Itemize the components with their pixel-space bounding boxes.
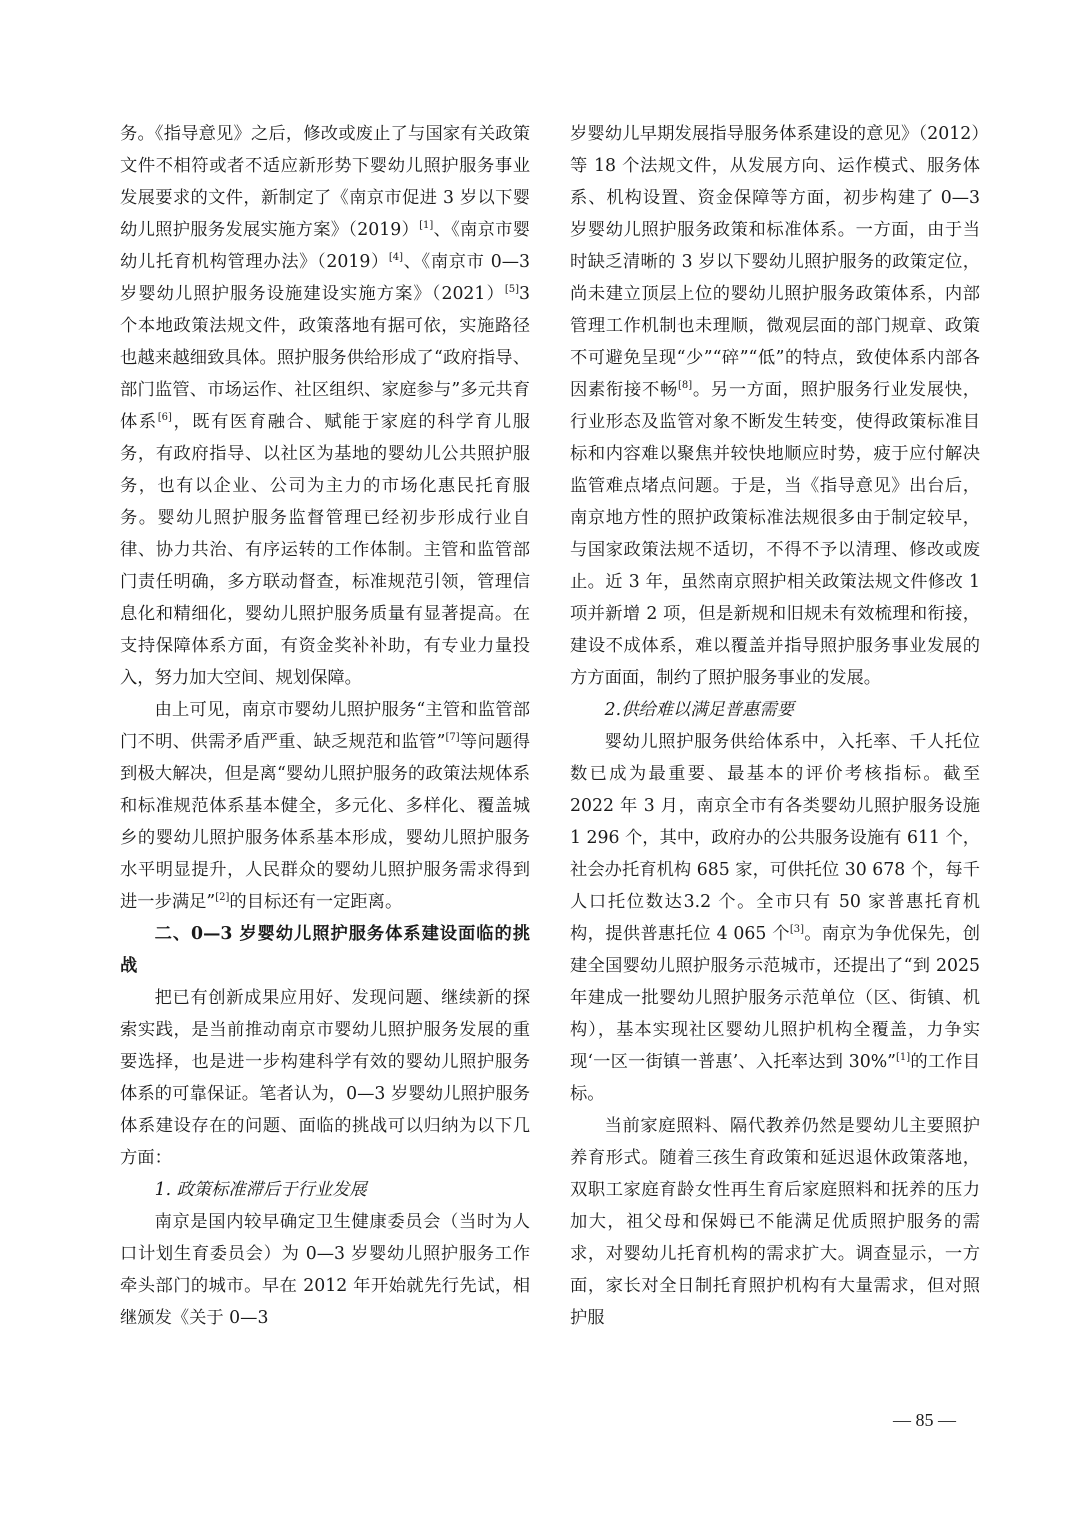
right-column	[570, 118, 980, 1334]
paragraph-5: 岁婴幼儿早期发展指导服务体系建设的意见》（2012）等 18 个法规文件，从发展方向、运作模式、服务体系、机构设置、资金保障等方面，初步构建了 0—3 岁婴幼儿照护服务政策和标准体系。一方面，由于当时缺乏清晰的 3 岁以下婴幼儿照护服务的政策定位，尚未建立顶层上位的婴幼儿照护服务政策体系，内部管理工作机制也未理顺，微观层面的部门规章、政策不可避免呈现“少”“碎”“低”的特点，致使体系内部各因素衔接不畅[8]。另一方面，照护服务行业发展快，行业形态及监管对象不断发生转变，使得政策标准目标和内容难以聚焦并较快地顺应时势，疲于应付解决监管难点堵点问题。于是，当《指导意见》出台后，南京地方性的照护政策标准法规很多由于制定较早，与国家政策法规不适切，不得不予以清理、修改或废止。近 3 年，虽然南京照护相关政策法规文件修改 1 项并新增 2 项，但是新规和旧规未有效梳理和衔接，建设不成体系，难以覆盖并指导照护服务事业发展的方方面面，制约了照护服务事业的发展。	[570, 124, 980, 688]
citation: [5]	[504, 284, 519, 296]
paragraph-4: 南京是国内较早确定卫生健康委员会（当时为人口计划生育委员会）为 0—3 岁婴幼儿照护服务工作牵头部门的城市。早在 2012 年开始就先行先试，相继颁发《关于 0—3	[120, 1212, 530, 1328]
citation: [6]	[157, 412, 172, 424]
citation: [1]	[419, 220, 434, 232]
subsection-heading-2: 2.供给难以满足普惠需要	[604, 700, 794, 720]
subsection-heading-1: 1. 政策标准滞后于行业发展	[154, 1180, 367, 1200]
citation: [4]	[388, 252, 404, 264]
paragraph-7: 当前家庭照料、隔代教养仍然是婴幼儿主要照护养育形式。随着三孩生育政策和延迟退休政策落地，双职工家庭育龄女性再生育后家庭照料和抚养的压力加大，祖父母和保姆已不能满足优质照护服务的需求，对婴幼儿托育机构的需求扩大。调查显示，一方面，家长对全日制托育照护机构有大量需求，但对照护服	[570, 1116, 980, 1328]
paragraph-2: 由上可见，南京市婴幼儿照护服务“主管和监管部门不明、供需矛盾严重、缺乏规范和监管”[7]等问题得到极大解决，但是离“婴幼儿照护服务的政策法规体系和标准规范体系基本健全，多元化、多样化、覆盖城乡的婴幼儿照护服务体系基本形成，婴幼儿照护服务水平明显提升，人民群众的婴幼儿照护服务需求得到进一步满足”[2]的目标还有一定距离。	[120, 700, 530, 912]
left-column	[120, 118, 530, 1334]
citation: [3]	[789, 924, 804, 936]
paragraph-1: 务。《指导意见》之后，修改或废止了与国家有关政策文件不相符或者不适应新形势下婴幼儿照护服务事业发展要求的文件，新制定了《南京市促进 3 岁以下婴幼儿照护服务发展实施方案》（2019）[1]、《南京市婴幼儿托育机构管理办法》（2019）[4]、《南京市 0—3 岁婴幼儿照护服务设施建设实施方案》（2021）[5]3 个本地政策法规文件，政策落地有据可依，实施路径也越来越细致具体。照护服务供给形成了“政府指导、部门监管、市场运作、社区组织、家庭参与”多元共育体系[6]，既有医育融合、赋能于家庭的科学育儿服务，有政府指导、以社区为基地的婴幼儿公共照护服务，也有以企业、公司为主力的市场化惠民托育服务。婴幼儿照护服务监督管理已经初步形成行业自律、协力共治、有序运转的工作体制。主管和监管部门责任明确，多方联动督查，标准规范引领，管理信息化和精细化，婴幼儿照护服务质量有显著提高。在支持保障体系方面，有资金奖补补助，有专业力量投入，努力加大空间、规划保障。	[120, 124, 530, 688]
page-number: — 85 —	[893, 1410, 956, 1430]
citation: [1]	[896, 1052, 911, 1064]
citation: [8]	[677, 380, 693, 392]
paragraph-6: 婴幼儿照护服务供给体系中，入托率、千人托位数已成为最重要、最基本的评价考核指标。截至 2022 年 3 月，南京全市有各类婴幼儿照护服务设施 1 296 个，其中，政府办的公共服务设施有 611 个，社会办托育机构 685 家，可供托位 30 678 个，每千人口托位数达3.2 个。全市只有 50 家普惠托育机构，提供普惠托位 4 065 个[3]。南京为争优保先，创建全国婴幼儿照护服务示范城市，还提出了“到 2025 年建成一批婴幼儿照护服务示范单位（区、街镇、机构），基本实现社区婴幼儿照护机构全覆盖，力争实现‘一区一街镇一普惠’、入托率达到 30%”[1]的工作目标。	[570, 732, 981, 1104]
section-heading: 二、0—3 岁婴幼儿照护服务体系建设面临的挑战	[120, 924, 530, 976]
citation: [7]	[445, 732, 460, 744]
citation: [2]	[215, 892, 230, 904]
paragraph-3: 把已有创新成果应用好、发现问题、继续新的探索实践，是当前推动南京市婴幼儿照护服务发展的重要选择，也是进一步构建科学有效的婴幼儿照护服务体系的可靠保证。笔者认为，0—3 岁婴幼儿照护服务体系建设存在的问题、面临的挑战可以归纳为以下几方面：	[120, 988, 530, 1168]
